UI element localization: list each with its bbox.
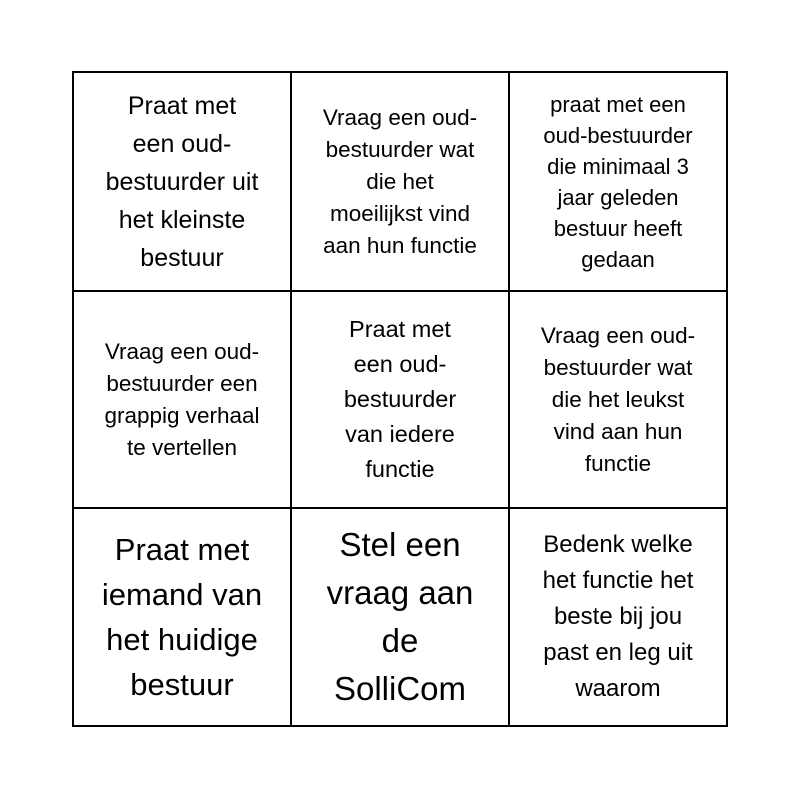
bingo-cell-8[interactable] (292, 509, 510, 725)
bingo-cell-3[interactable] (510, 73, 726, 292)
bingo-cell-7-text: Praat met iemand van het huidige bestuur (101, 532, 263, 702)
bingo-cell-1-text: Praat met een oud- bestuurder uit het kleinste bestuur (105, 91, 259, 272)
bingo-cell-2-text: Vraag een oud- bestuurder wat die het moeilijkst vind aan hun functie (322, 104, 478, 258)
bingo-cell-9-text: Bedenk welke het functie het beste bij jou past en leg uit waarom (542, 531, 694, 702)
bingo-cell-6[interactable] (510, 292, 726, 509)
bingo-cell-4-text: Vraag een oud- bestuurder een grappig verhaal te vertellen (104, 338, 260, 460)
bingo-cell-3-text: praat met een oud-bestuurder die minimaal 3 jaar geleden bestuur heeft gedaan (543, 91, 693, 272)
bingo-cell-1[interactable] (74, 73, 292, 292)
bingo-cell-7[interactable] (74, 509, 292, 725)
bingo-cell-6-text: Vraag een oud- bestuurder wat die het leukst vind aan hun functie (540, 322, 696, 476)
bingo-cell-9[interactable] (510, 509, 726, 725)
bingo-cell-4[interactable] (74, 292, 292, 509)
bingo-board (72, 71, 728, 727)
bingo-cell-5-text: Praat met een oud- bestuurder van iedere functie (343, 316, 457, 482)
bingo-cell-5[interactable] (292, 292, 510, 509)
bingo-cell-2[interactable] (292, 73, 510, 292)
bingo-cell-8-text: Stel een vraag aan de SolliCom (326, 526, 474, 707)
